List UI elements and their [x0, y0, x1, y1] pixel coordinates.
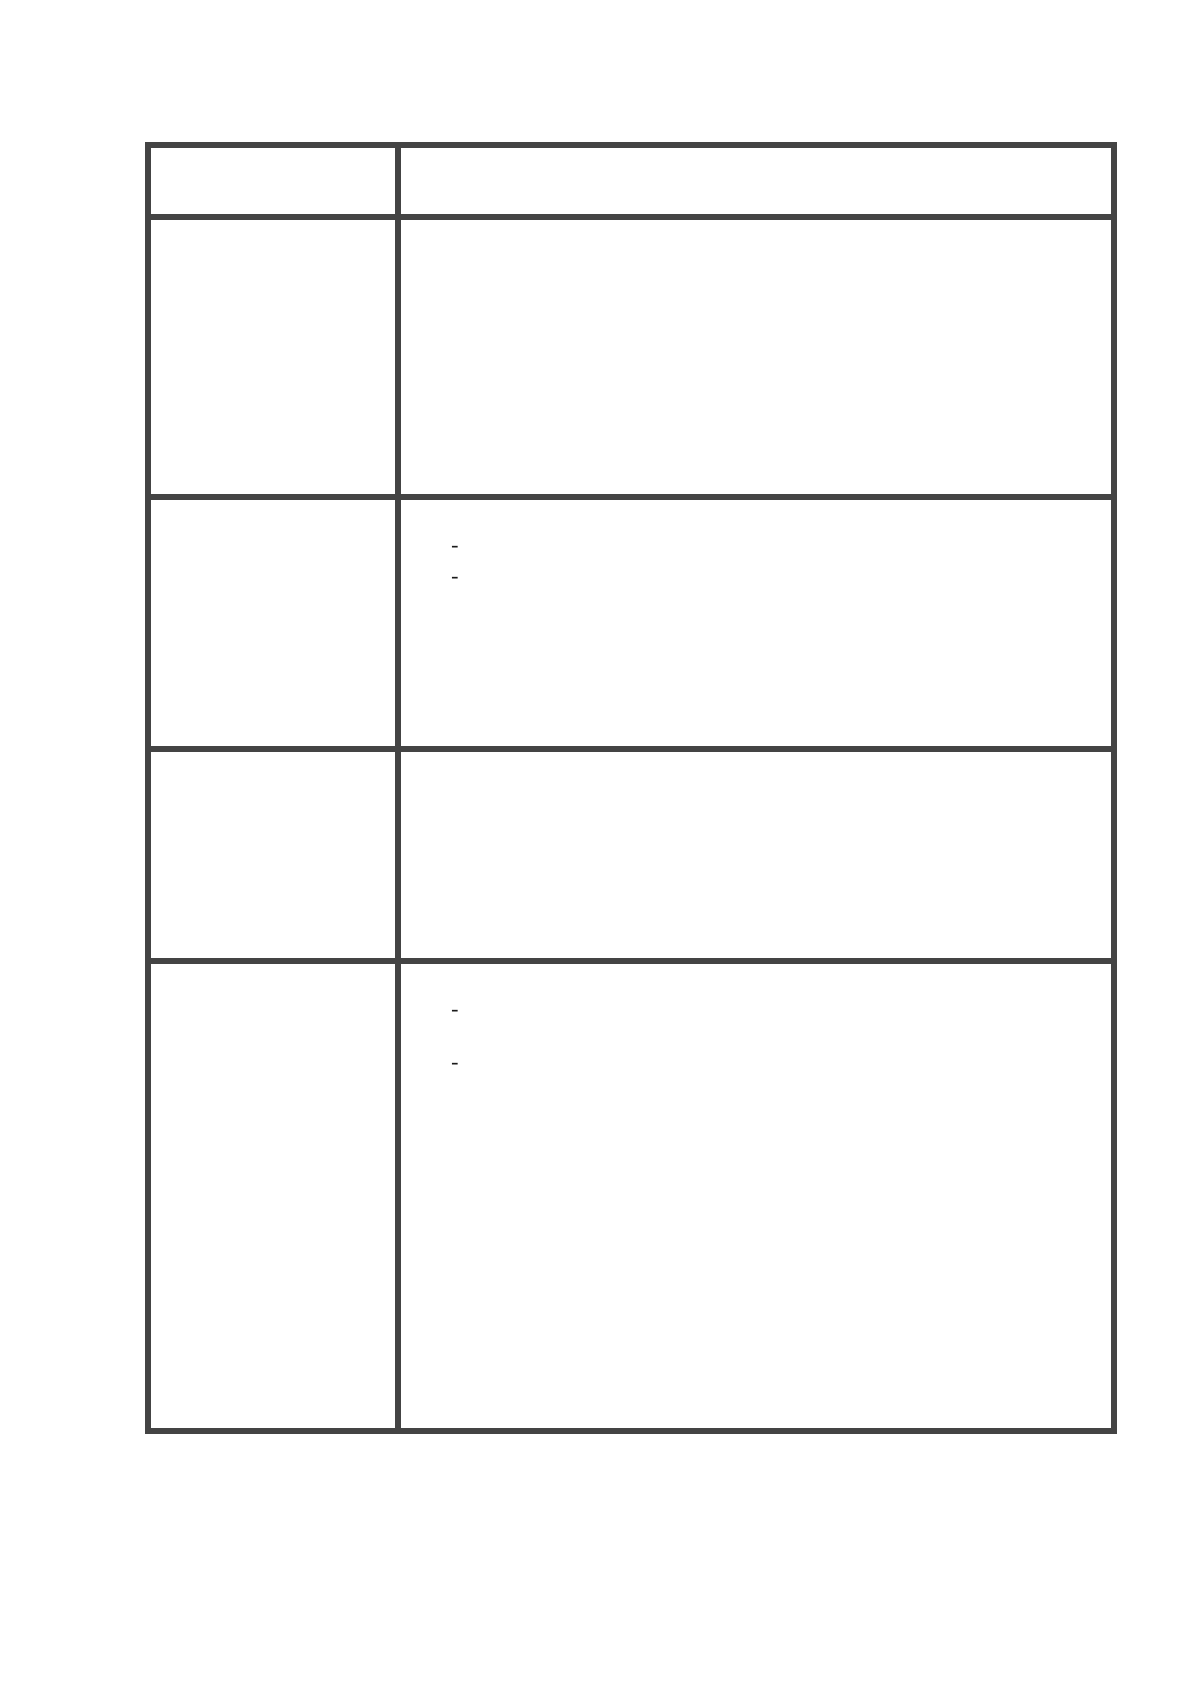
bullet-item: [475, 561, 1101, 592]
description-paragraph: [411, 156, 1101, 178]
description-paragraph: [411, 508, 1101, 530]
term-cell: [148, 217, 398, 497]
bullet-item: [475, 530, 1101, 561]
description-cell: [398, 497, 1114, 749]
term-cell: [148, 145, 398, 217]
term-cell: [148, 749, 398, 961]
description-cell: [398, 749, 1114, 961]
description-paragraph: [411, 228, 1101, 250]
description-paragraph: [411, 760, 1101, 782]
bullet-list: [411, 1047, 1101, 1078]
table-row: [148, 497, 1114, 749]
table-row: [148, 749, 1114, 961]
term-cell: [148, 497, 398, 749]
description-paragraph: [411, 782, 1101, 804]
term-label: [161, 156, 385, 178]
description-paragraph: [411, 804, 1101, 826]
bullet-list: [411, 994, 1101, 1025]
bullet-item: [475, 1047, 1101, 1078]
term-label: [161, 972, 385, 994]
definitions-table: [145, 142, 1117, 1434]
table-row: [148, 217, 1114, 497]
description-paragraph: [411, 972, 1101, 994]
description-cell: [398, 961, 1114, 1431]
description-cell: [398, 145, 1114, 217]
description-paragraph: [411, 272, 1101, 294]
bullet-list: [411, 530, 1101, 592]
table-body: [148, 145, 1114, 1431]
term-label: [161, 508, 385, 530]
description-cell: [398, 217, 1114, 497]
description-paragraph: [411, 1025, 1101, 1047]
description-paragraph: [411, 250, 1101, 272]
term-label: [161, 760, 385, 782]
term-label: [161, 228, 385, 250]
table-row: [148, 961, 1114, 1431]
bullet-item: [475, 994, 1101, 1025]
table-row: [148, 145, 1114, 217]
term-cell: [148, 961, 398, 1431]
